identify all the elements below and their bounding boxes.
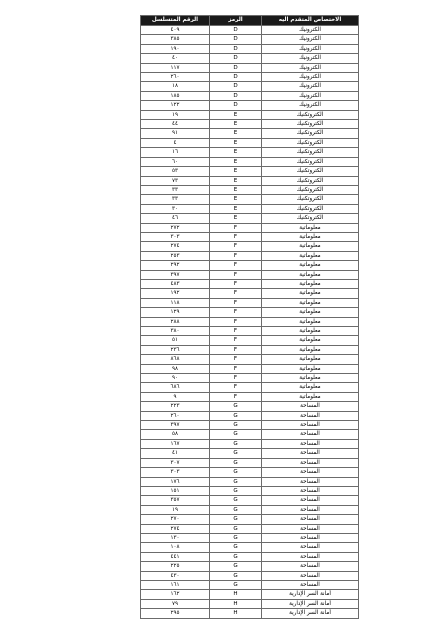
specialization-cell: الكتروتكنيك: [262, 204, 359, 213]
table-row: [141, 552, 359, 561]
table-row: [141, 515, 359, 524]
serial-number-cell: ١٦: [141, 148, 210, 157]
serial-number-cell: ١٥١: [141, 486, 210, 495]
specialization-cell: الكتروتكنيك: [262, 176, 359, 185]
specialization-cell: معلوماتية: [262, 355, 359, 364]
serial-number-cell: ١٢٩: [141, 308, 210, 317]
serial-number-cell: ٢٣٦: [141, 345, 210, 354]
code-cell: D: [210, 44, 262, 53]
code-cell: G: [210, 402, 262, 411]
specialization-cell: المساحة: [262, 477, 359, 486]
table-row: [141, 204, 359, 213]
serial-number-cell: ٢٧٢: [141, 223, 210, 232]
results-table: [140, 15, 359, 619]
specialization-cell: المساحة: [262, 486, 359, 495]
table-row: [141, 232, 359, 241]
table-row: [141, 562, 359, 571]
specialization-cell: المساحة: [262, 505, 359, 514]
code-cell: D: [210, 54, 262, 63]
table-row: [141, 26, 359, 35]
table-row: [141, 185, 359, 194]
code-cell: H: [210, 599, 262, 608]
serial-number-cell: ٣٨٥: [141, 35, 210, 44]
serial-number-cell: ٤٠٩: [141, 26, 210, 35]
code-cell: D: [210, 101, 262, 110]
specialization-cell: الكتروتكنيك: [262, 157, 359, 166]
table-row: [141, 120, 359, 129]
serial-number-cell: ٤: [141, 138, 210, 147]
table-row: [141, 223, 359, 232]
code-cell: E: [210, 129, 262, 138]
code-cell: G: [210, 562, 262, 571]
code-cell: E: [210, 167, 262, 176]
code-cell: G: [210, 421, 262, 430]
specialization-cell: معلوماتية: [262, 251, 359, 260]
code-cell: F: [210, 355, 262, 364]
code-cell: E: [210, 148, 262, 157]
specialization-cell: معلوماتية: [262, 261, 359, 270]
specialization-cell: معلوماتية: [262, 327, 359, 336]
code-cell: D: [210, 35, 262, 44]
code-cell: F: [210, 327, 262, 336]
specialization-cell: معلوماتية: [262, 317, 359, 326]
code-cell: G: [210, 477, 262, 486]
code-cell: E: [210, 204, 262, 213]
serial-number-cell: ٢٧٤: [141, 524, 210, 533]
serial-number-cell: ٢٩٥: [141, 609, 210, 618]
specialization-cell: المساحة: [262, 421, 359, 430]
serial-number-cell: ٥١: [141, 336, 210, 345]
serial-number-cell: ٤١: [141, 449, 210, 458]
serial-number-cell: ١٦١: [141, 580, 210, 589]
code-cell: G: [210, 515, 262, 524]
table-row: [141, 138, 359, 147]
serial-number-cell: ٤٨٣: [141, 279, 210, 288]
specialization-cell: الكتروتكنيك: [262, 129, 359, 138]
specialization-cell: المساحة: [262, 468, 359, 477]
code-cell: G: [210, 496, 262, 505]
specialization-cell: المساحة: [262, 402, 359, 411]
code-cell: H: [210, 609, 262, 618]
code-cell: F: [210, 251, 262, 260]
serial-number-cell: ١١٨: [141, 298, 210, 307]
serial-number-cell: ٢٥٣: [141, 251, 210, 260]
code-cell: G: [210, 524, 262, 533]
serial-number-cell: ١٦٢: [141, 590, 210, 599]
table-row: [141, 317, 359, 326]
serial-number-cell: ١٣٠: [141, 533, 210, 542]
specialization-cell: المساحة: [262, 543, 359, 552]
table-row: [141, 430, 359, 439]
code-cell: D: [210, 26, 262, 35]
table-row: [141, 571, 359, 580]
serial-number-cell: ٣٠٣: [141, 232, 210, 241]
specialization-cell: المساحة: [262, 458, 359, 467]
serial-number-cell: ٢٧٤: [141, 242, 210, 251]
table-row: [141, 458, 359, 467]
serial-number-cell: ١٦٧: [141, 439, 210, 448]
serial-number-cell: ١٠٨: [141, 543, 210, 552]
table-row: [141, 392, 359, 401]
table-row: [141, 251, 359, 260]
specialization-cell: المساحة: [262, 449, 359, 458]
specialization-cell: أمانة السر الإدارية: [262, 590, 359, 599]
table-row: [141, 345, 359, 354]
specialization-cell: المساحة: [262, 524, 359, 533]
header-serial-number: الرقم المتسلسل: [141, 16, 210, 26]
table-row: [141, 101, 359, 110]
table-row: [141, 609, 359, 618]
serial-number-cell: ٣٠: [141, 204, 210, 213]
serial-number-cell: ٤٣٠: [141, 571, 210, 580]
code-cell: F: [210, 317, 262, 326]
serial-number-cell: ٨٦٨: [141, 355, 210, 364]
table-row: [141, 289, 359, 298]
table-row: [141, 421, 359, 430]
specialization-cell: المساحة: [262, 580, 359, 589]
specialization-cell: الكترونيك: [262, 91, 359, 100]
serial-number-cell: ١٩: [141, 505, 210, 514]
table-header-row: [141, 16, 359, 26]
table-row: [141, 533, 359, 542]
specialization-cell: الكتروتكنيك: [262, 120, 359, 129]
table-row: [141, 73, 359, 82]
table-row: [141, 486, 359, 495]
code-cell: D: [210, 82, 262, 91]
serial-number-cell: ٣٣: [141, 185, 210, 194]
specialization-cell: معلوماتية: [262, 392, 359, 401]
code-cell: D: [210, 63, 262, 72]
specialization-cell: الكتروتكنيك: [262, 195, 359, 204]
specialization-cell: المساحة: [262, 562, 359, 571]
table-row: [141, 374, 359, 383]
serial-number-cell: ١١٧: [141, 63, 210, 72]
specialization-cell: الكترونيك: [262, 101, 359, 110]
specialization-cell: الكتروتكنيك: [262, 185, 359, 194]
code-cell: G: [210, 458, 262, 467]
serial-number-cell: ٣٥٧: [141, 496, 210, 505]
serial-number-cell: ١٨٥: [141, 91, 210, 100]
code-cell: H: [210, 590, 262, 599]
table-row: [141, 468, 359, 477]
code-cell: G: [210, 533, 262, 542]
serial-number-cell: ١٩: [141, 110, 210, 119]
serial-number-cell: ٣٨٠: [141, 327, 210, 336]
code-cell: G: [210, 571, 262, 580]
specialization-cell: معلوماتية: [262, 383, 359, 392]
specialization-cell: معلوماتية: [262, 289, 359, 298]
serial-number-cell: ٩: [141, 392, 210, 401]
serial-number-cell: ٣٩٧: [141, 421, 210, 430]
serial-number-cell: ٣٠٣: [141, 468, 210, 477]
table-body: [141, 26, 359, 619]
serial-number-cell: ٣٠٧: [141, 458, 210, 467]
serial-number-cell: ١٢٢: [141, 101, 210, 110]
table-row: [141, 477, 359, 486]
serial-number-cell: ٢٦٠: [141, 73, 210, 82]
serial-number-cell: ٢٩٢: [141, 261, 210, 270]
code-cell: E: [210, 110, 262, 119]
serial-number-cell: ٩١: [141, 129, 210, 138]
code-cell: F: [210, 279, 262, 288]
serial-number-cell: ٩٠: [141, 374, 210, 383]
serial-number-cell: ٩٨: [141, 364, 210, 373]
code-cell: F: [210, 223, 262, 232]
serial-number-cell: ٢٨٨: [141, 317, 210, 326]
table-row: [141, 242, 359, 251]
specialization-cell: المساحة: [262, 411, 359, 420]
table-row: [141, 580, 359, 589]
table-row: [141, 383, 359, 392]
table-row: [141, 402, 359, 411]
code-cell: E: [210, 185, 262, 194]
code-cell: F: [210, 270, 262, 279]
specialization-cell: المساحة: [262, 571, 359, 580]
header-specialization: الاختصاص المتقدم اليه: [262, 16, 359, 26]
table-row: [141, 336, 359, 345]
specialization-cell: معلوماتية: [262, 336, 359, 345]
specialization-cell: الكتروتكنيك: [262, 138, 359, 147]
table-row: [141, 308, 359, 317]
specialization-cell: الكترونيك: [262, 54, 359, 63]
serial-number-cell: ٧٩: [141, 599, 210, 608]
code-cell: G: [210, 449, 262, 458]
table-row: [141, 167, 359, 176]
specialization-cell: المساحة: [262, 439, 359, 448]
specialization-cell: الكتروتكنيك: [262, 167, 359, 176]
table-row: [141, 327, 359, 336]
code-cell: F: [210, 374, 262, 383]
code-cell: G: [210, 486, 262, 495]
code-cell: G: [210, 552, 262, 561]
serial-number-cell: ٧٣: [141, 176, 210, 185]
table-row: [141, 543, 359, 552]
code-cell: F: [210, 308, 262, 317]
table-row: [141, 355, 359, 364]
table-row: [141, 195, 359, 204]
serial-number-cell: ٢٧٠: [141, 515, 210, 524]
table-row: [141, 91, 359, 100]
specialization-cell: معلوماتية: [262, 270, 359, 279]
specialization-cell: الكترونيك: [262, 26, 359, 35]
code-cell: F: [210, 383, 262, 392]
code-cell: D: [210, 73, 262, 82]
code-cell: E: [210, 138, 262, 147]
specialization-cell: الكتروتكنيك: [262, 110, 359, 119]
serial-number-cell: ٥٨: [141, 430, 210, 439]
serial-number-cell: ٤٦: [141, 214, 210, 223]
specialization-cell: المساحة: [262, 430, 359, 439]
code-cell: E: [210, 214, 262, 223]
code-cell: E: [210, 195, 262, 204]
specialization-cell: معلوماتية: [262, 308, 359, 317]
specialization-cell: معلوماتية: [262, 345, 359, 354]
serial-number-cell: ٢٢٣: [141, 402, 210, 411]
table-row: [141, 157, 359, 166]
table-row: [141, 270, 359, 279]
serial-number-cell: ١٩٢: [141, 289, 210, 298]
table-row: [141, 590, 359, 599]
specialization-cell: الكتروتكنيك: [262, 148, 359, 157]
specialization-cell: أمانة السر الإدارية: [262, 609, 359, 618]
code-cell: E: [210, 157, 262, 166]
table-row: [141, 44, 359, 53]
specialization-cell: معلوماتية: [262, 374, 359, 383]
code-cell: E: [210, 176, 262, 185]
table-row: [141, 599, 359, 608]
serial-number-cell: ١٩٠: [141, 44, 210, 53]
code-cell: F: [210, 336, 262, 345]
code-cell: F: [210, 392, 262, 401]
specialization-cell: المساحة: [262, 552, 359, 561]
serial-number-cell: ١٨: [141, 82, 210, 91]
table-row: [141, 63, 359, 72]
specialization-cell: الكترونيك: [262, 44, 359, 53]
code-cell: F: [210, 364, 262, 373]
serial-number-cell: ٦٠: [141, 157, 210, 166]
serial-number-cell: ٢٢٥: [141, 562, 210, 571]
table-row: [141, 298, 359, 307]
serial-number-cell: ١٧٦: [141, 477, 210, 486]
serial-number-cell: ٦٨٦: [141, 383, 210, 392]
code-cell: F: [210, 345, 262, 354]
specialization-cell: الكترونيك: [262, 35, 359, 44]
specialization-cell: معلوماتية: [262, 364, 359, 373]
specialization-cell: الكترونيك: [262, 63, 359, 72]
serial-number-cell: ٤٤: [141, 120, 210, 129]
code-cell: G: [210, 430, 262, 439]
table-row: [141, 505, 359, 514]
specialization-cell: الكترونيك: [262, 73, 359, 82]
table-row: [141, 54, 359, 63]
code-cell: F: [210, 242, 262, 251]
header-code: الرمز: [210, 16, 262, 26]
table-row: [141, 439, 359, 448]
specialization-cell: المساحة: [262, 533, 359, 542]
serial-number-cell: ٥٣: [141, 167, 210, 176]
table-row: [141, 449, 359, 458]
code-cell: G: [210, 580, 262, 589]
serial-number-cell: ٤٤١: [141, 552, 210, 561]
specialization-cell: المساحة: [262, 515, 359, 524]
serial-number-cell: ٢٦٠: [141, 411, 210, 420]
table-row: [141, 82, 359, 91]
specialization-cell: المساحة: [262, 496, 359, 505]
specialization-cell: أمانة السر الإدارية: [262, 599, 359, 608]
code-cell: D: [210, 91, 262, 100]
serial-number-cell: ٣٣: [141, 195, 210, 204]
table-row: [141, 148, 359, 157]
code-cell: G: [210, 543, 262, 552]
code-cell: F: [210, 232, 262, 241]
table-row: [141, 524, 359, 533]
code-cell: F: [210, 289, 262, 298]
specialization-cell: معلوماتية: [262, 232, 359, 241]
code-cell: F: [210, 298, 262, 307]
specialization-cell: الكتروتكنيك: [262, 214, 359, 223]
table-row: [141, 411, 359, 420]
table-row: [141, 35, 359, 44]
table-row: [141, 496, 359, 505]
serial-number-cell: ٤٠: [141, 54, 210, 63]
code-cell: G: [210, 468, 262, 477]
table-row: [141, 279, 359, 288]
code-cell: G: [210, 439, 262, 448]
code-cell: E: [210, 120, 262, 129]
code-cell: G: [210, 505, 262, 514]
table-row: [141, 110, 359, 119]
specialization-cell: معلوماتية: [262, 223, 359, 232]
serial-number-cell: ٣٩٧: [141, 270, 210, 279]
table-row: [141, 364, 359, 373]
code-cell: F: [210, 261, 262, 270]
table-row: [141, 261, 359, 270]
specialization-cell: معلوماتية: [262, 279, 359, 288]
specialization-cell: الكترونيك: [262, 82, 359, 91]
specialization-cell: معلوماتية: [262, 242, 359, 251]
specialization-cell: معلوماتية: [262, 298, 359, 307]
code-cell: G: [210, 411, 262, 420]
table-row: [141, 214, 359, 223]
table-row: [141, 129, 359, 138]
table-row: [141, 176, 359, 185]
